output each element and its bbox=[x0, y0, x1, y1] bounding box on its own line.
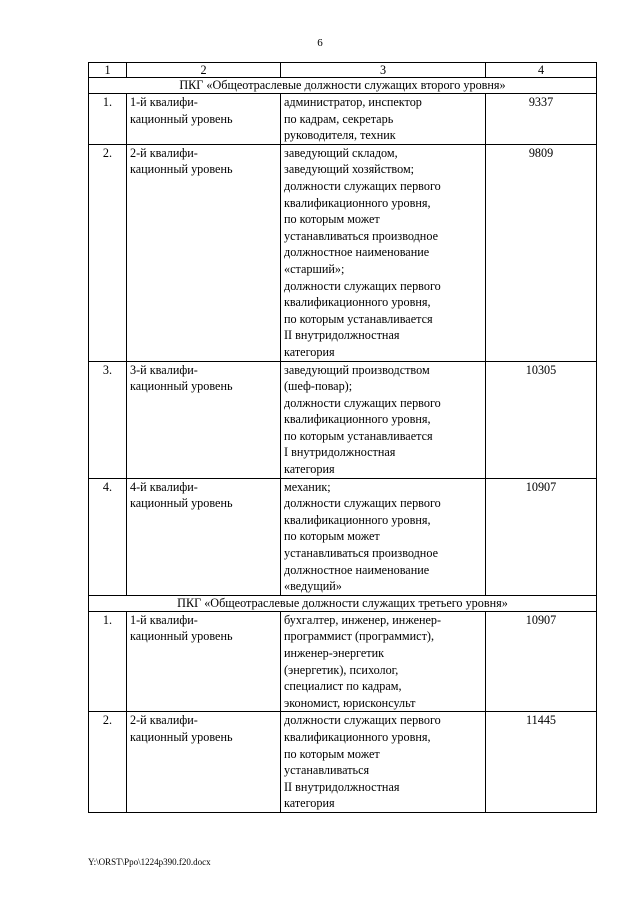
row-number: 3. bbox=[89, 361, 127, 478]
salary-value: 11445 bbox=[486, 712, 597, 813]
table-row bbox=[89, 712, 597, 813]
qualification-level: 4-й квалифи- кационный уровень bbox=[127, 478, 281, 595]
positions-list: заведующий складом, заведующий хозяйством; должности служащих первого квалификационного уровня, по которым может устанавливаться производное должностное наименование «старший»; должности служащих первого квалификационного уровня, по которым устанавливается II внутридолжностная категория bbox=[281, 144, 486, 361]
salary-value: 10907 bbox=[486, 611, 597, 712]
positions-list: администратор, инспектор по кадрам, секретарь руководителя, техник bbox=[281, 94, 486, 145]
column-header: 3 bbox=[281, 63, 486, 78]
qualification-level: 1-й квалифи- кационный уровень bbox=[127, 611, 281, 712]
qualification-level: 3-й квалифи- кационный уровень bbox=[127, 361, 281, 478]
group-title: ПКГ «Общеотраслевые должности служащих второго уровня» bbox=[89, 78, 597, 94]
row-number: 1. bbox=[89, 94, 127, 145]
row-number: 4. bbox=[89, 478, 127, 595]
table-row bbox=[89, 94, 597, 145]
group-title-row bbox=[89, 595, 597, 611]
table-row bbox=[89, 361, 597, 478]
positions-list: механик; должности служащих первого квалификационного уровня, по которым может устанавливаться производное должностное наименование «ведущий» bbox=[281, 478, 486, 595]
qualification-level: 2-й квалифи- кационный уровень bbox=[127, 144, 281, 361]
qualification-level: 1-й квалифи- кационный уровень bbox=[127, 94, 281, 145]
qualification-level: 2-й квалифи- кационный уровень bbox=[127, 712, 281, 813]
salary-value: 10907 bbox=[486, 478, 597, 595]
table-row bbox=[89, 611, 597, 712]
page-number: 6 bbox=[317, 37, 323, 49]
column-header: 4 bbox=[486, 63, 597, 78]
positions-list: заведующий производством (шеф-повар); должности служащих первого квалификационного уровня, по которым устанавливается I внутридолжностная категория bbox=[281, 361, 486, 478]
group-title: ПКГ «Общеотраслевые должности служащих третьего уровня» bbox=[89, 595, 597, 611]
column-header: 2 bbox=[127, 63, 281, 78]
salary-value: 9337 bbox=[486, 94, 597, 145]
table-header-row bbox=[89, 63, 597, 78]
positions-list: бухгалтер, инженер, инженер- программист (программист), инженер-энергетик (энергетик), психолог, специалист по кадрам, экономист, юрисконсульт bbox=[281, 611, 486, 712]
salary-table bbox=[88, 62, 597, 813]
salary-value: 9809 bbox=[486, 144, 597, 361]
table-row bbox=[89, 144, 597, 361]
row-number: 2. bbox=[89, 712, 127, 813]
row-number: 1. bbox=[89, 611, 127, 712]
group-title-row bbox=[89, 78, 597, 94]
positions-list: должности служащих первого квалификационного уровня, по которым может устанавливаться II внутридолжностная категория bbox=[281, 712, 486, 813]
table-row bbox=[89, 478, 597, 595]
row-number: 2. bbox=[89, 144, 127, 361]
salary-value: 10305 bbox=[486, 361, 597, 478]
column-header: 1 bbox=[89, 63, 127, 78]
file-path-footer: Y:\ORST\Ppo\1224p390.f20.docx bbox=[88, 857, 211, 867]
